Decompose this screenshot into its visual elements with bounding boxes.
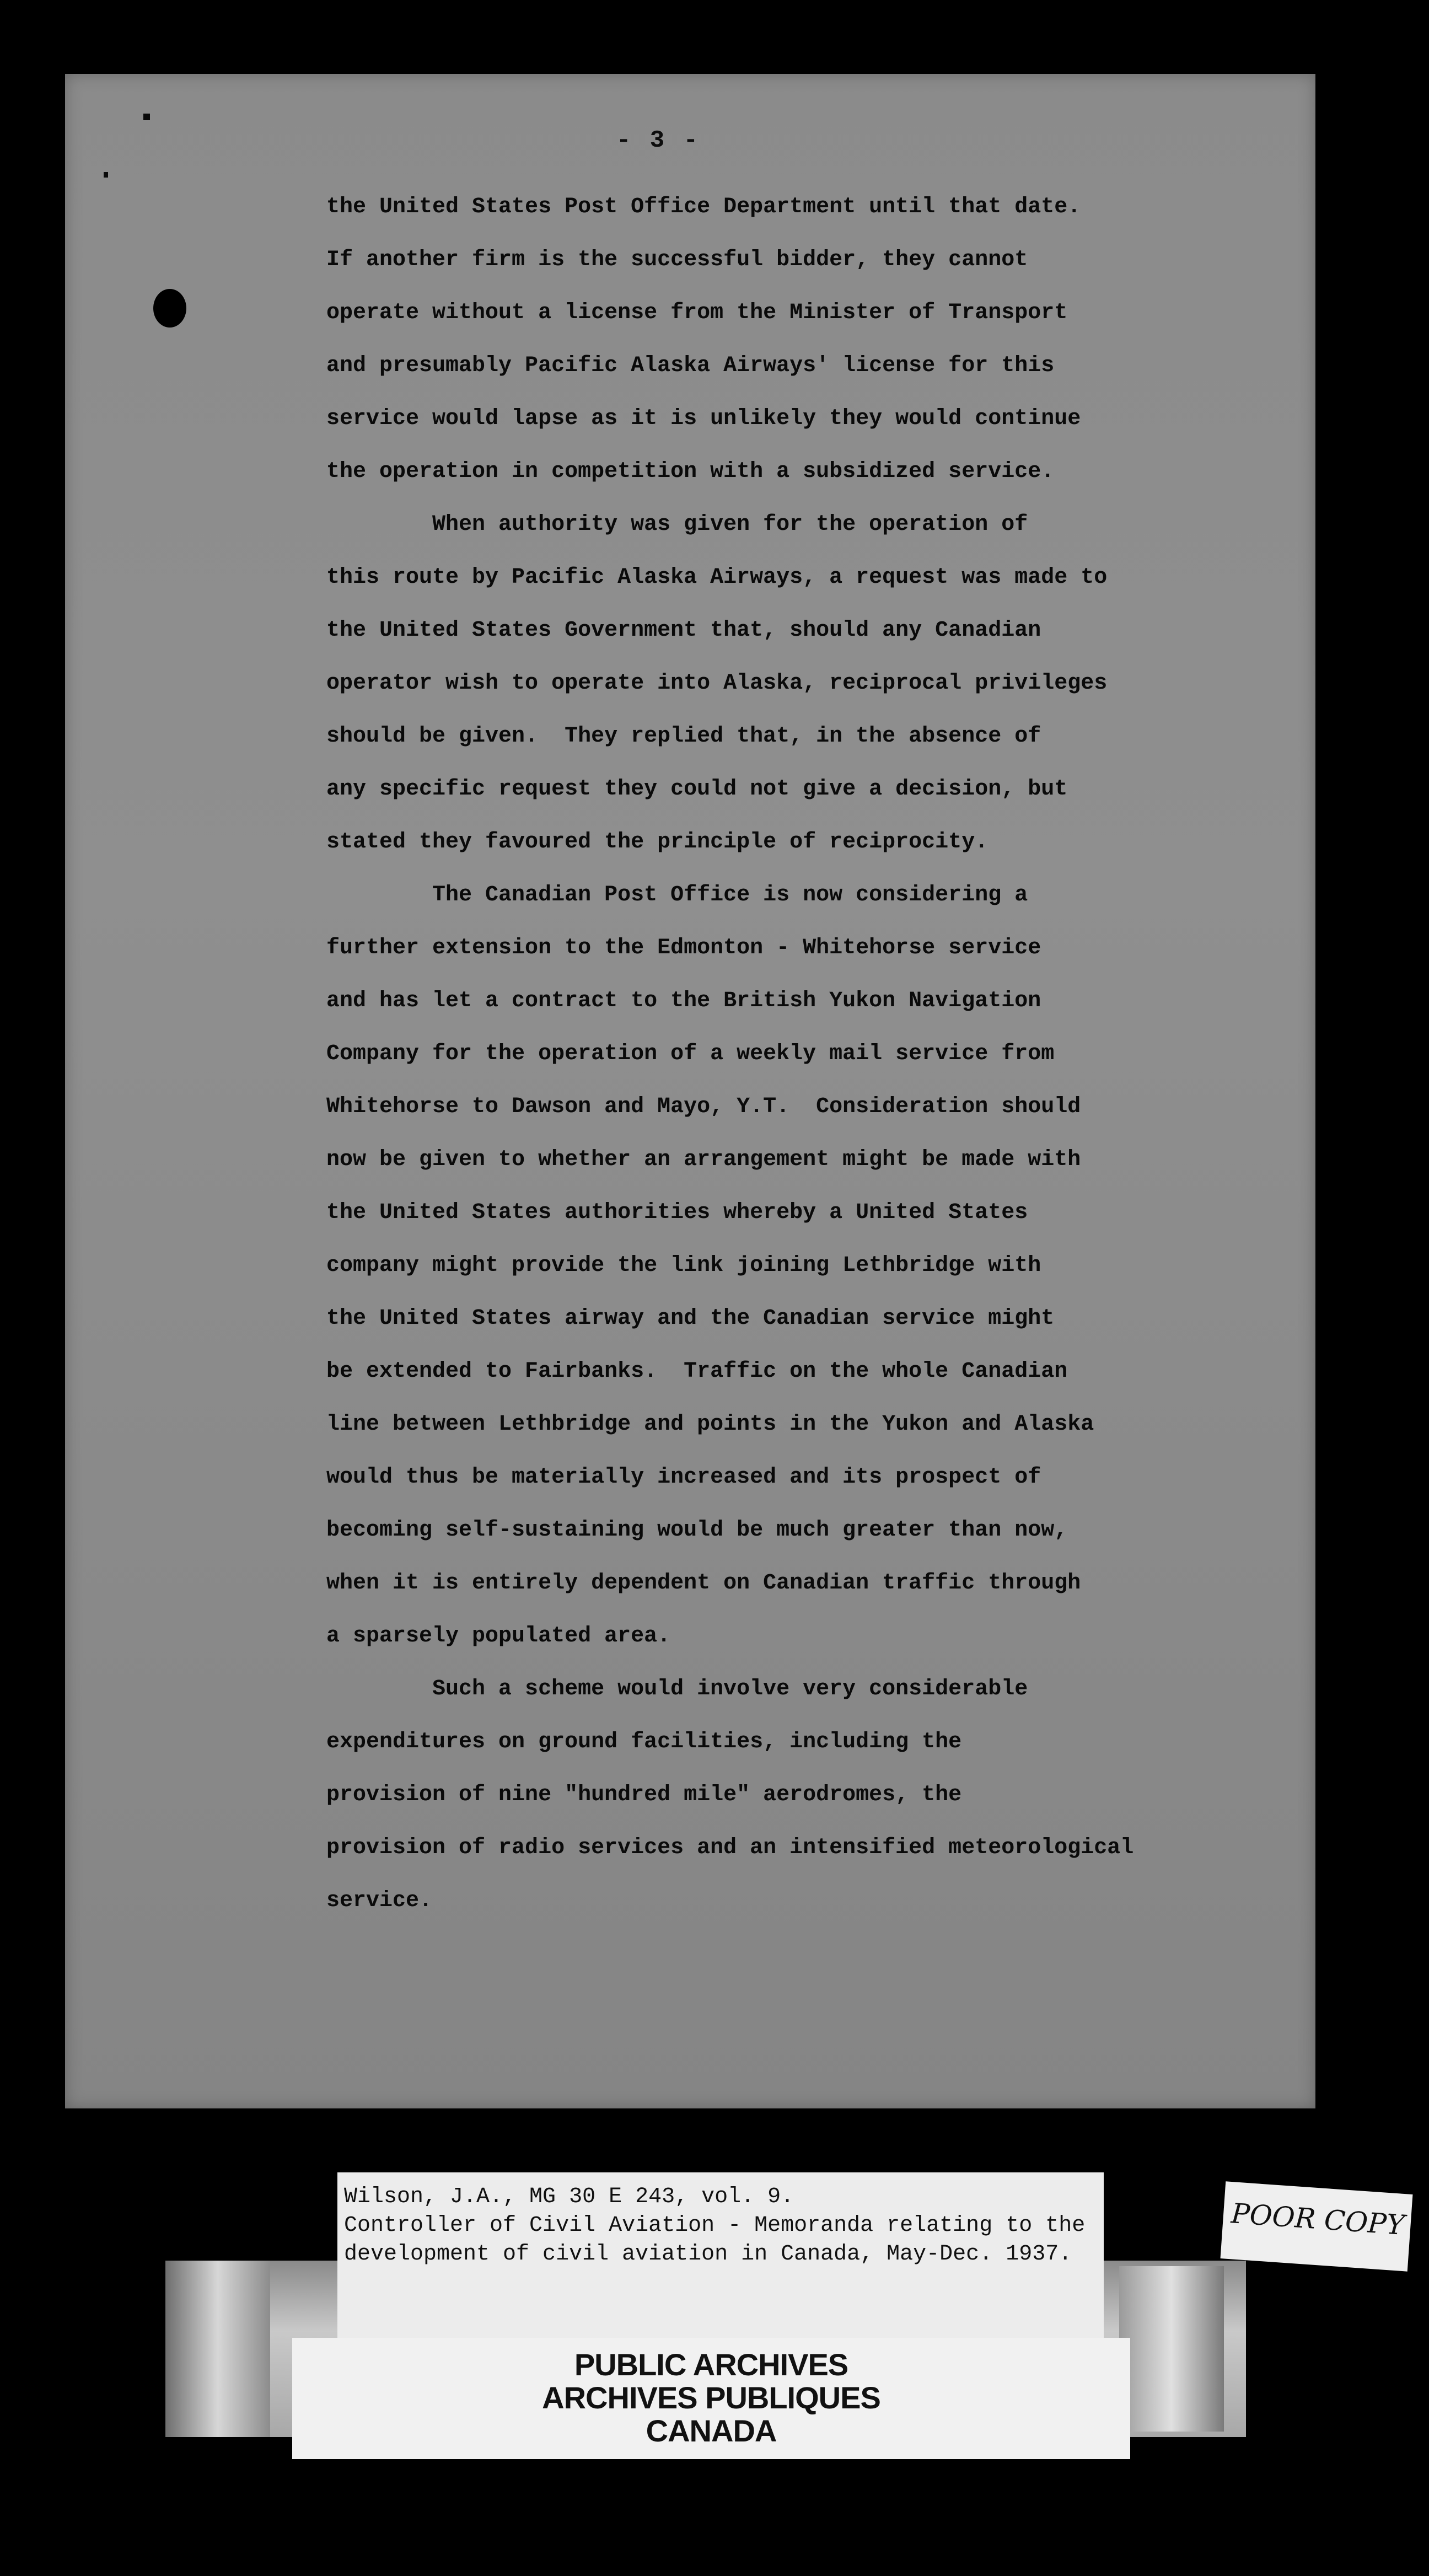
memo-line: a sparsely populated area. xyxy=(326,1624,671,1649)
memo-line: would thus be materially increased and its prospect of xyxy=(326,1465,1041,1490)
stamp-line: CANADA xyxy=(646,2413,777,2448)
mounting-clip-left xyxy=(165,2261,270,2437)
public-archives-stamp xyxy=(292,2338,1130,2459)
archival-reference-label xyxy=(337,2172,1104,2354)
memo-line: any specific request they could not give a decision, but xyxy=(326,777,1068,802)
memo-line: the United States Post Office Department until that date. xyxy=(326,195,1081,219)
memo-line: The Canadian Post Office is now considering a xyxy=(326,883,1028,908)
memo-line: stated they favoured the principle of reciprocity. xyxy=(326,830,989,855)
dust-speck xyxy=(143,114,150,120)
memo-line: Company for the operation of a weekly mail service from xyxy=(326,1042,1055,1066)
memo-line: provision of radio services and an intensified meteorological xyxy=(326,1836,1134,1860)
reference-line: Wilson, J.A., MG 30 E 243, vol. 9. xyxy=(344,2185,794,2209)
poor-copy-note xyxy=(1221,2181,1413,2271)
mounting-clip-right xyxy=(1119,2266,1224,2432)
punch-hole xyxy=(153,289,186,328)
memo-line: the United States authorities whereby a United States xyxy=(326,1200,1028,1225)
stamp-line: ARCHIVES PUBLIQUES xyxy=(542,2380,880,2415)
memo-line: and presumably Pacific Alaska Airways' license for this xyxy=(326,353,1055,378)
handwritten-note: POOR COPY xyxy=(1230,2197,1406,2242)
memo-line: Such a scheme would involve very considerable xyxy=(326,1677,1028,1702)
memo-line: be extended to Fairbanks. Traffic on the whole Canadian xyxy=(326,1359,1068,1384)
memo-line: the operation in competition with a subsidized service. xyxy=(326,459,1055,484)
memo-line: operate without a license from the Minister of Transport xyxy=(326,300,1068,325)
memo-line: If another firm is the successful bidder, they cannot xyxy=(326,248,1028,272)
memo-line: should be given. They replied that, in the absence of xyxy=(326,724,1041,749)
memo-line: service would lapse as it is unlikely they would continue xyxy=(326,406,1081,431)
memo-line: provision of nine "hundred mile" aerodromes, the xyxy=(326,1783,962,1807)
memo-line: Whitehorse to Dawson and Mayo, Y.T. Consideration should xyxy=(326,1094,1081,1119)
memo-line: becoming self-sustaining would be much greater than now, xyxy=(326,1518,1068,1543)
memo-line: service. xyxy=(326,1888,433,1913)
memo-line: and has let a contract to the British Yukon Navigation xyxy=(326,989,1041,1013)
page-number: - 3 - xyxy=(616,127,701,154)
memo-line: when it is entirely dependent on Canadian traffic through xyxy=(326,1571,1081,1596)
memo-line: line between Lethbridge and points in the Yukon and Alaska xyxy=(326,1412,1094,1437)
memo-line: expenditures on ground facilities, including the xyxy=(326,1730,962,1754)
memo-line: operator wish to operate into Alaska, reciprocal privileges xyxy=(326,671,1108,696)
dust-speck xyxy=(104,172,108,178)
memo-line: the United States airway and the Canadian service might xyxy=(326,1306,1055,1331)
memo-line: company might provide the link joining Lethbridge with xyxy=(326,1253,1041,1278)
typewritten-page xyxy=(65,74,1315,2108)
memo-line: this route by Pacific Alaska Airways, a request was made to xyxy=(326,565,1108,590)
memo-line: further extension to the Edmonton - Whitehorse service xyxy=(326,936,1041,960)
stamp-line: PUBLIC ARCHIVES xyxy=(574,2347,848,2382)
memo-line: the United States Government that, should any Canadian xyxy=(326,618,1041,643)
memo-line: now be given to whether an arrangement might be made with xyxy=(326,1147,1081,1172)
reference-line: Controller of Civil Aviation - Memoranda relating to the xyxy=(344,2213,1086,2238)
reference-line: development of civil aviation in Canada, May-Dec. 1937. xyxy=(344,2242,1072,2267)
memo-line: When authority was given for the operation of xyxy=(326,512,1028,537)
